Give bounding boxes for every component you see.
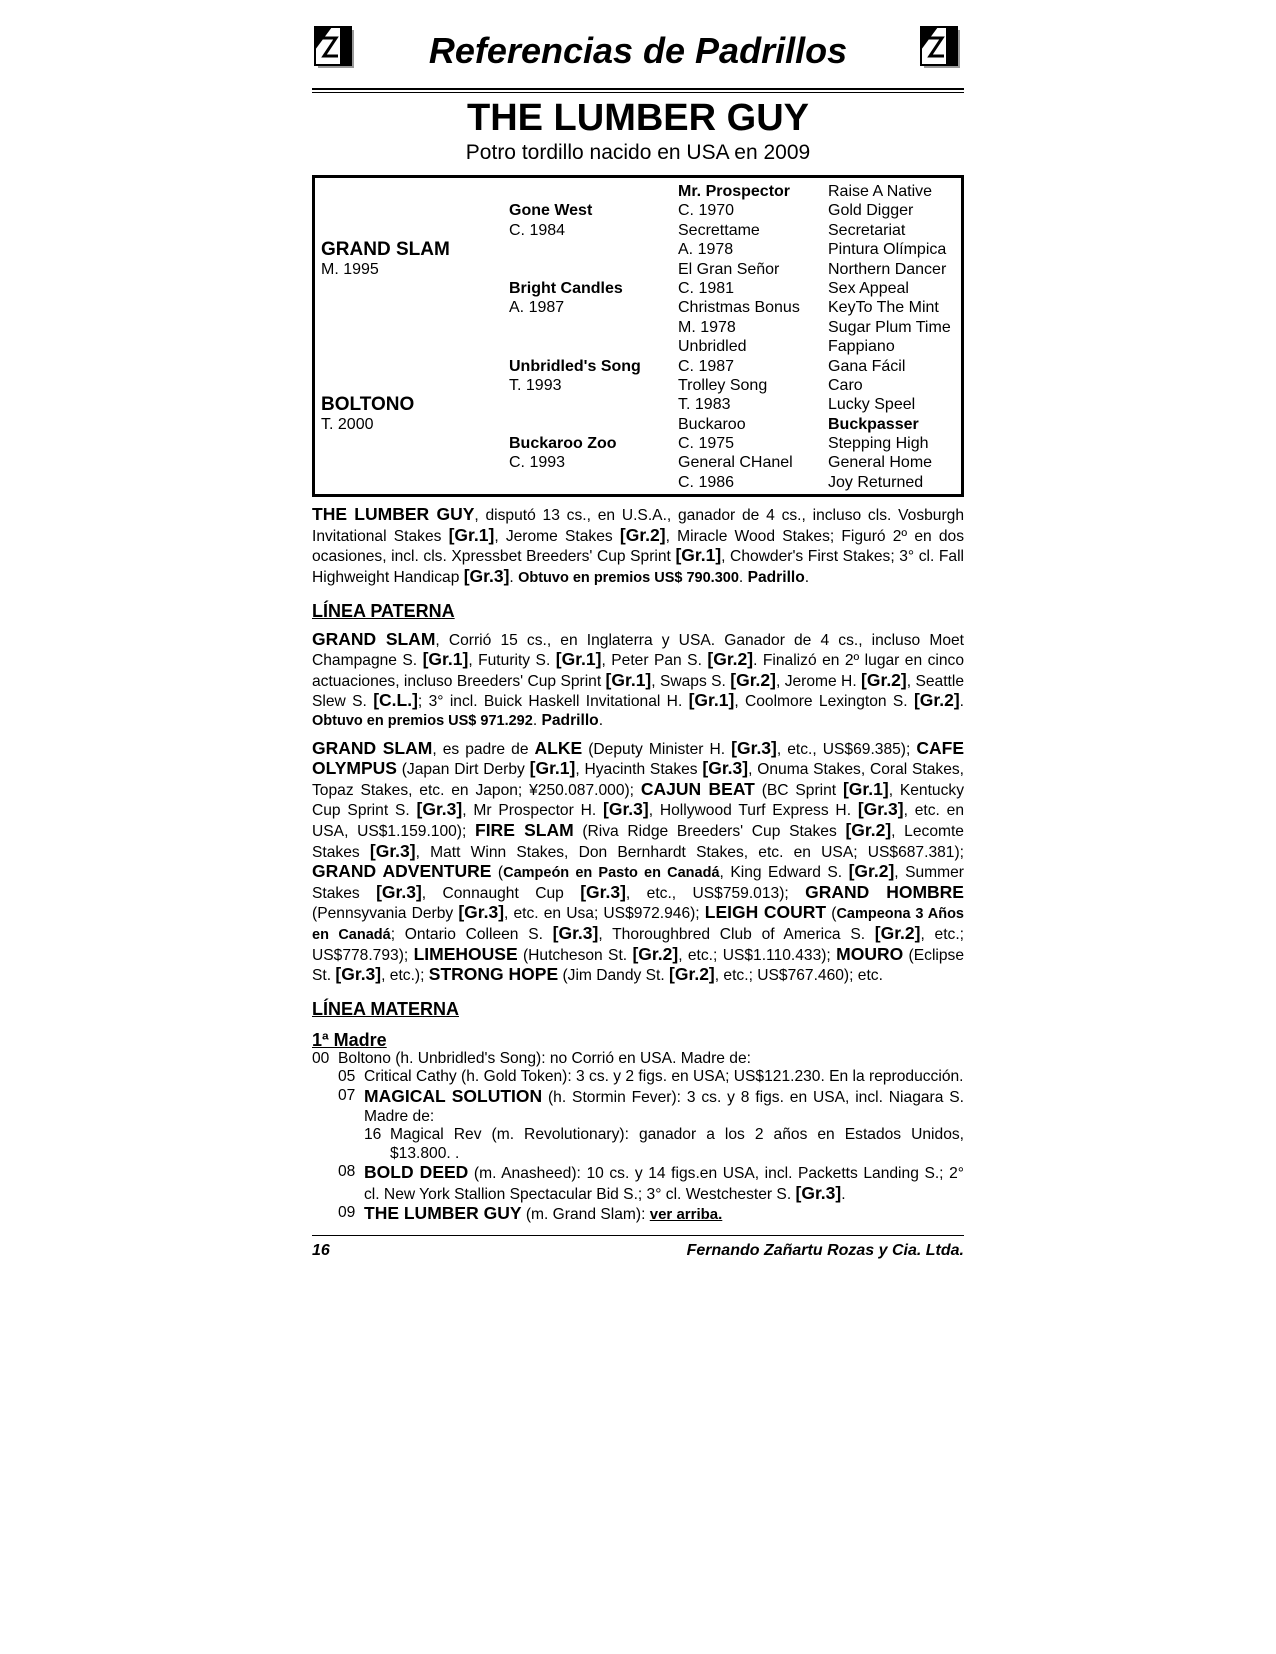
- header-title: Referencias de Padrillos: [428, 30, 848, 71]
- grade: [Gr.3]: [335, 964, 382, 985]
- text: , etc.; US$1.110.433);: [678, 946, 837, 964]
- text: (m. Anasheed): 10 cs. y 14 figs.en USA, incl. Packetts Landing S.; 2° cl. New York Stallion Spectacular Bid S.; 3° cl. Westchester S.: [364, 1165, 964, 1203]
- text: , Mr Prospector H.: [462, 802, 603, 820]
- pedigree-cell: M. 1978: [678, 318, 736, 336]
- grade: [Gr.2]: [632, 943, 679, 964]
- grade: [Gr.3]: [702, 758, 749, 779]
- entry-year: 16: [364, 1126, 382, 1144]
- sire-name: GRAND SLAM: [312, 628, 436, 649]
- text: .: [841, 1185, 846, 1203]
- pedigree-cell: Trolley Song: [678, 376, 768, 394]
- pedigree-cell: [315, 337, 509, 356]
- text: .: [804, 569, 810, 587]
- grade: [Gr.2]: [619, 524, 666, 545]
- pedigree-cell: [315, 357, 509, 376]
- pedigree-cell: Sex Appeal: [828, 279, 909, 297]
- produce-entry: [312, 1068, 964, 1087]
- text: , Futurity S.: [468, 652, 556, 670]
- text: , Chowder's First Stakes; 3° cl. Fall Highweight Handicap: [312, 548, 964, 587]
- pedigree-row: [315, 395, 961, 414]
- pedigree-row: [315, 260, 961, 279]
- pedigree-cell: C. 1986: [678, 473, 735, 491]
- pedigree-row: [315, 337, 961, 356]
- text: (Japan Dirt Derby: [396, 761, 530, 779]
- text: , Summer Stakes: [312, 864, 965, 902]
- text: (: [491, 864, 504, 882]
- horse-name-inline: THE LUMBER GUY: [312, 504, 475, 525]
- pedigree-cell: Raise A Native: [828, 183, 933, 200]
- pedigree-cell: [509, 415, 678, 434]
- earnings: Obtuvo en premios US$ 790.300: [518, 570, 739, 587]
- grade: [Gr.3]: [416, 799, 463, 820]
- page-number: 16: [312, 1242, 330, 1260]
- pedigree-cell: [315, 201, 509, 220]
- text: , Miracle Wood Stakes; Figuró 2º en dos ocasiones, incl. cls. Xpressbet Breeders' Cup Sprint: [312, 527, 964, 566]
- text: (h. Stormin Fever): 3 cs. y 8 figs. en USA, incl. Niagara S. Madre de:: [364, 1088, 964, 1125]
- entry-year: 07: [338, 1086, 356, 1104]
- offspring-name: MOURO: [836, 943, 904, 964]
- pedigree-cell: Stepping High: [828, 435, 929, 453]
- text: , Swaps S.: [651, 672, 731, 690]
- pedigree-row: [315, 221, 961, 240]
- pedigree-cell: [315, 376, 509, 395]
- grade: [Gr.3]: [376, 881, 422, 902]
- pedigree-cell: General Home: [828, 454, 933, 472]
- pedigree-row: [315, 415, 961, 434]
- entry-year: 08: [338, 1163, 356, 1181]
- paterna-paragraph-2: [312, 739, 964, 986]
- text: , etc.);: [381, 967, 429, 985]
- pedigree-cell: [315, 221, 509, 240]
- document-page: [312, 20, 964, 1260]
- grade: [Gr.3]: [603, 799, 649, 820]
- pedigree-cell: [509, 395, 678, 414]
- grade: [Gr.1]: [422, 649, 469, 670]
- pedigree-cell: [315, 473, 509, 492]
- grade: [C.L.]: [373, 690, 418, 711]
- text: , Coolmore Lexington S.: [734, 693, 914, 711]
- offspring-name: BOLD DEED: [364, 1162, 469, 1183]
- pedigree-cell: [315, 434, 509, 453]
- pedigree-cell: Sugar Plum Time: [828, 318, 951, 336]
- offspring-name: GRAND ADVENTURE: [312, 861, 492, 882]
- pedigree-row: [315, 201, 961, 220]
- pedigree-cell: [509, 240, 678, 259]
- pedigree-cell: T. 2000: [321, 415, 374, 433]
- pedigree-cell: [315, 182, 509, 201]
- offspring-name: STRONG HOPE: [428, 964, 559, 985]
- grade: [Gr.2]: [874, 922, 921, 943]
- pedigree-cell: C. 1975: [678, 435, 735, 453]
- text: , Connaught Cup: [421, 884, 581, 902]
- header-rule: [312, 88, 964, 93]
- publisher-name: Fernando Zañartu Rozas y Cia. Ltda.: [686, 1242, 964, 1260]
- section-heading-materna: LÍNEA MATERNA: [312, 998, 459, 1019]
- text: , Matt Winn Stakes, Don Bernhardt Stakes, etc. en USA; US$687.381);: [415, 843, 964, 861]
- text: , etc.; US$767.460); etc.: [714, 967, 883, 985]
- text: (Eclipse St.: [312, 946, 965, 985]
- offspring-name: CAJUN BEAT: [640, 778, 755, 799]
- text: , Jerome H.: [775, 672, 862, 690]
- pedigree-cell: Gana Fácil: [828, 357, 906, 375]
- entry-text: [364, 1204, 964, 1225]
- text: , etc.; US$778.793);: [312, 925, 964, 964]
- pedigree-cell: M. 1995: [321, 260, 379, 278]
- grade: [Gr.2]: [848, 861, 895, 882]
- text: , Lecomte Stakes: [312, 822, 964, 861]
- offspring-name: ALKE: [534, 737, 583, 758]
- entry-text: Magical Rev (m. Revolutionary): ganador a los 2 años en Estados Unidos, $13.800. .: [390, 1126, 964, 1162]
- pedigree-cell: [315, 453, 509, 472]
- pedigree-cell: [509, 260, 678, 279]
- grade: [Gr.3]: [458, 902, 505, 923]
- pedigree-row: [315, 279, 961, 298]
- text: , Peter Pan S.: [601, 652, 708, 670]
- pedigree-cell: C. 1984: [509, 221, 566, 239]
- text: .: [959, 693, 965, 711]
- text: , Hollywood Turf Express H.: [648, 802, 858, 820]
- intro-paragraph: [312, 505, 964, 587]
- grade: [Gr.2]: [730, 669, 776, 690]
- pedigree-cell: [315, 318, 509, 337]
- produce-entry: [312, 1126, 964, 1163]
- pedigree-cell: Unbridled: [678, 338, 747, 356]
- text: , etc. en USA, US$1.159.100);: [312, 802, 964, 840]
- text: (m. Grand Slam):: [521, 1206, 650, 1224]
- text: , Thoroughbred Club of America S.: [598, 925, 875, 943]
- text: (Pennsyvania Derby: [312, 905, 459, 923]
- text: .: [532, 712, 542, 729]
- text: (Jim Dandy St.: [558, 967, 670, 985]
- text: (Deputy Minister H.: [582, 740, 732, 758]
- grade: [Gr.3]: [580, 881, 626, 902]
- section-heading-paterna: LÍNEA PATERNA: [312, 600, 455, 621]
- stallion-label: Padrillo: [747, 569, 805, 587]
- pedigree-cell: Unbridled's Song: [509, 357, 641, 375]
- entry-text: Boltono (h. Unbridled's Song): no Corrió en USA. Madre de:: [338, 1049, 751, 1067]
- horse-subtitle: Potro tordillo nacido en USA en 2009: [465, 141, 811, 164]
- text: (BC Sprint: [754, 781, 843, 799]
- text: ; Ontario Colleen S.: [390, 925, 553, 943]
- first-dam-heading: 1ª Madre: [312, 1029, 387, 1050]
- see-above-link[interactable]: ver arriba.: [649, 1206, 723, 1224]
- text: , Seattle Slew S.: [312, 672, 965, 711]
- zr-logo-icon: [918, 24, 964, 72]
- grade: [Gr.3]: [731, 737, 777, 758]
- pedigree-cell: Joy Returned: [828, 473, 924, 491]
- grade: [Gr.3]: [795, 1182, 842, 1203]
- page-footer: [312, 1235, 964, 1260]
- pedigree-cell: Bright Candles: [509, 279, 623, 297]
- pedigree-cell: Gold Digger: [828, 202, 914, 220]
- grade: [Gr.2]: [861, 669, 907, 690]
- entry-text: [364, 1163, 964, 1204]
- text: (Riva Ridge Breeders' Cup Stakes: [573, 822, 846, 840]
- paterna-paragraph-1: [312, 630, 964, 731]
- offspring-name: MAGICAL SOLUTION: [364, 1085, 543, 1106]
- pedigree-row: [315, 318, 961, 337]
- text: . Finalizó en 2º lugar en cinco actuaciones, incluso Breeders' Cup Sprint: [312, 652, 965, 690]
- text: , Jerome Stakes: [494, 527, 620, 545]
- offspring-name: LIMEHOUSE: [413, 943, 518, 964]
- championship: Campeona 3 Años en Canadá: [312, 906, 964, 943]
- pedigree-cell: Secretariat: [828, 221, 906, 239]
- pedigree-row: [315, 473, 961, 492]
- sire-name: GRAND SLAM: [312, 737, 433, 758]
- pedigree-cell: C. 1993: [509, 454, 566, 472]
- text: , Onuma Stakes, Coral Stakes, Topaz Stakes, etc. en Japon; ¥250.087.000);: [312, 761, 965, 799]
- pedigree-cell: [315, 279, 509, 298]
- grade: [Gr.2]: [669, 964, 715, 985]
- pedigree-cell: General CHanel: [678, 454, 793, 472]
- pedigree-row: [315, 240, 961, 259]
- pedigree-cell: A. 1987: [509, 299, 565, 317]
- grade: [Gr.1]: [688, 690, 735, 711]
- grade: [Gr.2]: [913, 690, 960, 711]
- pedigree-cell: Fappiano: [828, 338, 895, 356]
- pedigree-cell: Pintura Olímpica: [828, 241, 947, 259]
- produce-entry: [312, 1087, 964, 1126]
- pedigree-table: [312, 175, 964, 497]
- grade: [Gr.1]: [555, 649, 602, 670]
- entry-text: Critical Cathy (h. Gold Token): 3 cs. y 2 figs. en USA; US$121.230. En la reproducción.: [364, 1068, 964, 1086]
- offspring-name: CAFE OLYMPUS: [312, 737, 964, 779]
- text: (: [826, 905, 837, 923]
- pedigree-cell: [509, 337, 678, 356]
- pedigree-row: [315, 298, 961, 317]
- grade: [Gr.1]: [842, 778, 889, 799]
- pedigree-cell: Buckaroo: [678, 415, 746, 433]
- produce-entry: [312, 1163, 964, 1204]
- grade: [Gr.3]: [552, 922, 599, 943]
- grade: [Gr.2]: [845, 819, 892, 840]
- pedigree-cell: C. 1981: [678, 279, 735, 297]
- pedigree-cell: El Gran Señor: [678, 260, 780, 278]
- pedigree-row: [315, 434, 961, 453]
- text: .: [738, 569, 748, 587]
- pedigree-cell: KeyTo The Mint: [828, 299, 939, 317]
- text: .: [598, 712, 604, 729]
- pedigree-cell: Buckpasser: [828, 415, 919, 433]
- text: (Hutcheson St.: [517, 946, 633, 964]
- grade: [Gr.3]: [369, 840, 416, 861]
- pedigree-cell: T. 1983: [678, 396, 731, 414]
- pedigree-cell: BOLTONO: [321, 394, 415, 416]
- pedigree-row: [315, 182, 961, 201]
- grade: [Gr.1]: [605, 669, 652, 690]
- pedigree-cell: Buckaroo Zoo: [509, 435, 617, 453]
- grade: [Gr.2]: [707, 649, 754, 670]
- produce-entry: [312, 1204, 964, 1225]
- entry-year: 00: [312, 1049, 330, 1067]
- offspring-name: THE LUMBER GUY: [364, 1203, 522, 1224]
- page-header: [312, 20, 964, 82]
- text: , Hyacinth Stakes: [575, 761, 703, 779]
- pedigree-cell: Northern Dancer: [828, 260, 947, 278]
- pedigree-row: [315, 357, 961, 376]
- pedigree-cell: Christmas Bonus: [678, 299, 800, 317]
- pedigree-cell: T. 1993: [509, 376, 562, 394]
- pedigree-row: [315, 376, 961, 395]
- text: , es padre de: [432, 740, 535, 758]
- text: .: [509, 569, 519, 587]
- pedigree-cell: [509, 318, 678, 337]
- offspring-name: LEIGH COURT: [704, 902, 827, 923]
- pedigree-cell: Gone West: [509, 202, 593, 220]
- text: , disputó 13 cs., en U.S.A., ganador de 4 cs., incluso cls. Vosburgh Invitational Stakes: [312, 507, 964, 545]
- horse-name: THE LUMBER GUY: [467, 97, 809, 139]
- offspring-name: FIRE SLAM: [475, 819, 574, 840]
- entry-text: [364, 1087, 964, 1126]
- grade: [Gr.1]: [675, 545, 722, 566]
- pedigree-cell: [315, 298, 509, 317]
- text: , etc. en Usa; US$972.946);: [504, 905, 705, 923]
- pedigree-cell: GRAND SLAM: [321, 239, 450, 261]
- pedigree-cell: C. 1970: [678, 202, 735, 220]
- pedigree-cell: [509, 182, 678, 201]
- text: ; 3° incl. Buick Haskell Invitational H.: [417, 693, 689, 711]
- grade: [Gr.3]: [857, 799, 904, 820]
- text: , etc., US$759.013);: [625, 884, 806, 902]
- earnings: Obtuvo en premios US$ 971.292: [312, 713, 533, 729]
- produce-entry: [312, 1050, 964, 1069]
- text: , Corrió 15 cs., en Inglaterra y USA. Ganador de 4 cs., incluso Moet Champagne S.: [312, 631, 964, 670]
- grade: [Gr.3]: [463, 566, 510, 587]
- pedigree-cell: Caro: [828, 376, 863, 394]
- pedigree-cell: Mr. Prospector: [678, 183, 791, 200]
- pedigree-cell: A. 1978: [678, 241, 734, 259]
- text: , Kentucky Cup Sprint S.: [312, 781, 964, 820]
- offspring-name: GRAND HOMBRE: [805, 881, 964, 902]
- grade: [Gr.1]: [448, 524, 495, 545]
- pedigree-row: [315, 453, 961, 472]
- entry-year: 05: [338, 1068, 356, 1086]
- pedigree-cell: Secrettame: [678, 221, 760, 239]
- text: , etc., US$69.385);: [776, 740, 917, 758]
- championship: Campeón en Pasto en Canadá: [503, 865, 720, 882]
- grade: [Gr.1]: [529, 758, 576, 779]
- pedigree-cell: C. 1987: [678, 357, 735, 375]
- stallion-label: Padrillo: [541, 712, 599, 729]
- text: , King Edward S.: [719, 864, 849, 882]
- pedigree-cell: Lucky Speel: [828, 396, 916, 414]
- entry-year: 09: [338, 1204, 356, 1222]
- pedigree-cell: [509, 473, 678, 492]
